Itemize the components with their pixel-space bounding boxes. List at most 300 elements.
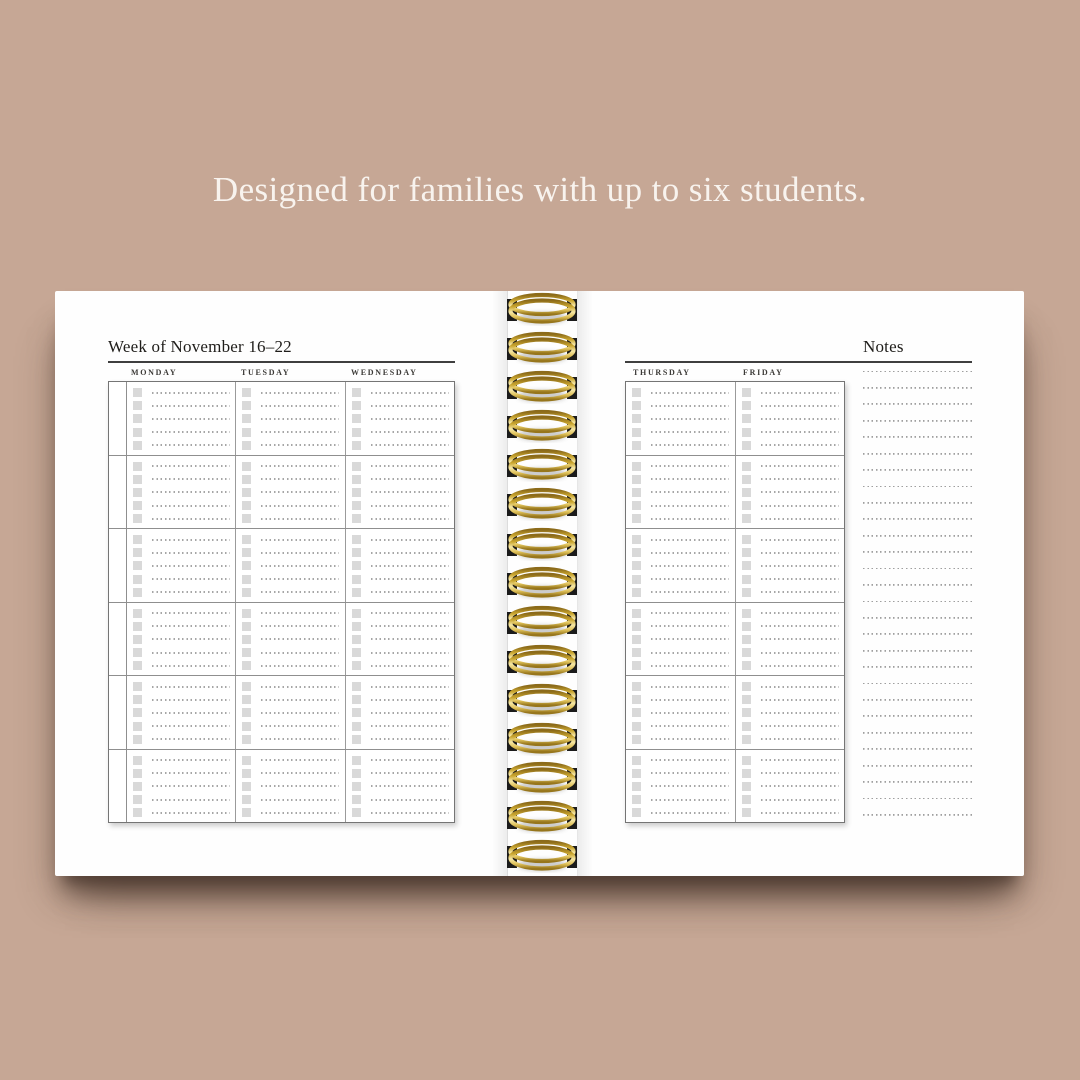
task-row bbox=[133, 693, 235, 706]
task-row bbox=[133, 386, 235, 399]
day-cell bbox=[736, 382, 845, 455]
task-checkbox bbox=[242, 795, 251, 804]
task-checkbox bbox=[133, 769, 142, 778]
student-row bbox=[626, 603, 844, 677]
task-row bbox=[133, 512, 235, 525]
task-checkbox bbox=[352, 722, 361, 731]
task-writing-line bbox=[371, 738, 449, 740]
task-checkbox bbox=[632, 488, 641, 497]
notes-line bbox=[863, 372, 974, 388]
task-writing-line bbox=[371, 785, 449, 787]
right-schedule-table bbox=[625, 381, 845, 823]
task-writing-line bbox=[261, 812, 339, 814]
task-writing-line bbox=[261, 491, 339, 493]
task-checkbox bbox=[632, 609, 641, 618]
binding-coil-icon bbox=[507, 644, 577, 678]
task-checkbox bbox=[742, 648, 751, 657]
task-row bbox=[242, 426, 344, 439]
task-row bbox=[632, 426, 735, 439]
task-checkbox bbox=[352, 575, 361, 584]
task-checkbox bbox=[632, 756, 641, 765]
task-row bbox=[742, 780, 845, 793]
task-writing-line bbox=[371, 712, 449, 714]
task-checkbox bbox=[352, 769, 361, 778]
task-checkbox bbox=[632, 722, 641, 731]
task-row bbox=[742, 733, 845, 746]
task-row bbox=[632, 720, 735, 733]
task-writing-line bbox=[371, 578, 449, 580]
left-schedule-table bbox=[108, 381, 455, 823]
task-checkbox bbox=[133, 808, 142, 817]
binding-coil-icon bbox=[507, 527, 577, 561]
task-row bbox=[242, 806, 344, 819]
task-row bbox=[352, 546, 454, 559]
task-checkbox bbox=[242, 501, 251, 510]
day-cell bbox=[127, 676, 236, 749]
task-checkbox bbox=[632, 441, 641, 450]
task-checkbox bbox=[632, 661, 641, 670]
day-cell bbox=[736, 456, 845, 529]
task-row bbox=[242, 439, 344, 452]
task-writing-line bbox=[152, 465, 230, 467]
task-row bbox=[352, 499, 454, 512]
task-row bbox=[242, 499, 344, 512]
task-writing-line bbox=[261, 478, 339, 480]
task-writing-line bbox=[651, 431, 729, 433]
task-checkbox bbox=[352, 501, 361, 510]
day-cell bbox=[346, 529, 454, 602]
task-checkbox bbox=[133, 561, 142, 570]
task-writing-line bbox=[651, 465, 729, 467]
task-row bbox=[352, 412, 454, 425]
binding-coil-icon bbox=[507, 566, 577, 600]
task-writing-line bbox=[152, 686, 230, 688]
task-checkbox bbox=[133, 401, 142, 410]
left-header-rule bbox=[108, 361, 455, 363]
task-writing-line bbox=[371, 638, 449, 640]
task-row bbox=[242, 646, 344, 659]
task-checkbox bbox=[242, 682, 251, 691]
task-writing-line bbox=[371, 518, 449, 520]
task-writing-line bbox=[152, 505, 230, 507]
notes-ruled-lines bbox=[863, 356, 974, 816]
task-writing-line bbox=[651, 812, 729, 814]
task-row bbox=[352, 620, 454, 633]
day-cell bbox=[626, 676, 736, 749]
task-writing-line bbox=[761, 799, 839, 801]
task-row bbox=[242, 693, 344, 706]
task-checkbox bbox=[242, 462, 251, 471]
task-checkbox bbox=[742, 441, 751, 450]
notes-line bbox=[863, 405, 974, 421]
student-name-cell bbox=[109, 456, 127, 529]
day-header-friday: FRIDAY bbox=[743, 368, 784, 377]
notes-line bbox=[863, 734, 974, 750]
week-title: Week of November 16–22 bbox=[108, 337, 292, 356]
task-writing-line bbox=[152, 591, 230, 593]
task-writing-line bbox=[761, 478, 839, 480]
task-writing-line bbox=[261, 638, 339, 640]
task-row bbox=[133, 720, 235, 733]
task-row bbox=[133, 659, 235, 672]
task-checkbox bbox=[632, 695, 641, 704]
task-writing-line bbox=[261, 712, 339, 714]
task-row bbox=[742, 412, 845, 425]
day-cell bbox=[346, 603, 454, 676]
task-writing-line bbox=[152, 565, 230, 567]
task-checkbox bbox=[352, 488, 361, 497]
task-row bbox=[352, 680, 454, 693]
task-row bbox=[242, 607, 344, 620]
task-checkbox bbox=[242, 441, 251, 450]
task-writing-line bbox=[261, 652, 339, 654]
task-checkbox bbox=[352, 782, 361, 791]
task-row bbox=[742, 486, 845, 499]
day-cell bbox=[127, 750, 236, 823]
task-writing-line bbox=[261, 431, 339, 433]
student-row bbox=[626, 456, 844, 530]
task-writing-line bbox=[651, 518, 729, 520]
task-writing-line bbox=[152, 699, 230, 701]
notes-line bbox=[863, 553, 974, 569]
task-writing-line bbox=[152, 772, 230, 774]
task-writing-line bbox=[371, 491, 449, 493]
task-row bbox=[632, 767, 735, 780]
task-checkbox bbox=[242, 548, 251, 557]
task-checkbox bbox=[352, 588, 361, 597]
task-row bbox=[632, 806, 735, 819]
notes-line bbox=[863, 586, 974, 602]
task-checkbox bbox=[742, 388, 751, 397]
task-checkbox bbox=[242, 635, 251, 644]
task-writing-line bbox=[761, 625, 839, 627]
task-row bbox=[742, 386, 845, 399]
task-checkbox bbox=[742, 795, 751, 804]
task-writing-line bbox=[761, 699, 839, 701]
task-checkbox bbox=[352, 808, 361, 817]
task-row bbox=[742, 793, 845, 806]
notes-line bbox=[863, 389, 974, 405]
task-writing-line bbox=[761, 686, 839, 688]
task-row bbox=[352, 793, 454, 806]
task-row bbox=[133, 499, 235, 512]
task-checkbox bbox=[632, 735, 641, 744]
task-row bbox=[133, 412, 235, 425]
student-row bbox=[109, 676, 454, 750]
task-writing-line bbox=[152, 665, 230, 667]
task-checkbox bbox=[133, 756, 142, 765]
task-row bbox=[632, 512, 735, 525]
task-row bbox=[242, 546, 344, 559]
task-writing-line bbox=[371, 652, 449, 654]
task-writing-line bbox=[152, 491, 230, 493]
task-row bbox=[242, 680, 344, 693]
task-writing-line bbox=[371, 552, 449, 554]
task-row bbox=[632, 486, 735, 499]
student-row bbox=[109, 456, 454, 530]
task-writing-line bbox=[651, 612, 729, 614]
task-checkbox bbox=[742, 635, 751, 644]
task-writing-line bbox=[371, 539, 449, 541]
task-row bbox=[133, 533, 235, 546]
task-row bbox=[632, 399, 735, 412]
task-checkbox bbox=[133, 722, 142, 731]
task-row bbox=[242, 573, 344, 586]
task-writing-line bbox=[261, 444, 339, 446]
task-writing-line bbox=[261, 785, 339, 787]
headline-text: Designed for families with up to six students. bbox=[212, 170, 868, 209]
task-checkbox bbox=[133, 428, 142, 437]
task-row bbox=[742, 546, 845, 559]
task-checkbox bbox=[242, 808, 251, 817]
task-checkbox bbox=[632, 501, 641, 510]
task-checkbox bbox=[632, 708, 641, 717]
task-row bbox=[742, 706, 845, 719]
task-row bbox=[352, 386, 454, 399]
task-checkbox bbox=[632, 808, 641, 817]
task-checkbox bbox=[133, 588, 142, 597]
task-writing-line bbox=[371, 725, 449, 727]
task-checkbox bbox=[352, 661, 361, 670]
student-name-cell bbox=[109, 603, 127, 676]
task-row bbox=[742, 646, 845, 659]
task-checkbox bbox=[632, 428, 641, 437]
day-cell bbox=[346, 676, 454, 749]
task-row bbox=[352, 473, 454, 486]
task-checkbox bbox=[632, 795, 641, 804]
task-row bbox=[242, 706, 344, 719]
notes-line bbox=[863, 537, 974, 553]
task-checkbox bbox=[133, 735, 142, 744]
student-row bbox=[626, 529, 844, 603]
task-row bbox=[133, 399, 235, 412]
task-row bbox=[742, 754, 845, 767]
task-row bbox=[352, 633, 454, 646]
task-row bbox=[632, 439, 735, 452]
notes-line bbox=[863, 520, 974, 536]
task-row bbox=[632, 659, 735, 672]
task-checkbox bbox=[242, 782, 251, 791]
task-checkbox bbox=[742, 782, 751, 791]
task-checkbox bbox=[742, 708, 751, 717]
notes-title: Notes bbox=[863, 337, 904, 356]
task-writing-line bbox=[152, 625, 230, 627]
task-checkbox bbox=[742, 561, 751, 570]
task-row bbox=[632, 754, 735, 767]
task-checkbox bbox=[133, 535, 142, 544]
notes-line bbox=[863, 356, 974, 372]
task-checkbox bbox=[742, 769, 751, 778]
task-checkbox bbox=[742, 609, 751, 618]
binding-coil-icon bbox=[507, 722, 577, 756]
task-checkbox bbox=[632, 682, 641, 691]
task-checkbox bbox=[242, 609, 251, 618]
task-checkbox bbox=[242, 535, 251, 544]
task-row bbox=[242, 793, 344, 806]
student-row bbox=[109, 750, 454, 823]
task-writing-line bbox=[371, 392, 449, 394]
task-row bbox=[742, 633, 845, 646]
task-writing-line bbox=[261, 738, 339, 740]
task-row bbox=[632, 460, 735, 473]
task-writing-line bbox=[371, 686, 449, 688]
task-checkbox bbox=[133, 661, 142, 670]
task-writing-line bbox=[761, 578, 839, 580]
task-writing-line bbox=[371, 465, 449, 467]
task-writing-line bbox=[651, 578, 729, 580]
task-writing-line bbox=[152, 539, 230, 541]
day-cell bbox=[736, 676, 845, 749]
task-row bbox=[632, 706, 735, 719]
day-header-tuesday: TUESDAY bbox=[241, 368, 291, 377]
day-cell bbox=[127, 603, 236, 676]
student-name-cell bbox=[109, 750, 127, 823]
day-header-thursday: THURSDAY bbox=[633, 368, 691, 377]
notes-line bbox=[863, 767, 974, 783]
task-checkbox bbox=[352, 609, 361, 618]
day-cell bbox=[736, 529, 845, 602]
task-checkbox bbox=[742, 575, 751, 584]
day-cell bbox=[626, 750, 736, 823]
task-row bbox=[133, 486, 235, 499]
task-checkbox bbox=[352, 682, 361, 691]
task-row bbox=[742, 573, 845, 586]
task-writing-line bbox=[371, 759, 449, 761]
task-writing-line bbox=[761, 725, 839, 727]
task-row bbox=[742, 426, 845, 439]
notes-line bbox=[863, 619, 974, 635]
task-writing-line bbox=[371, 772, 449, 774]
task-writing-line bbox=[651, 625, 729, 627]
task-writing-line bbox=[761, 612, 839, 614]
task-row bbox=[242, 733, 344, 746]
task-row bbox=[242, 780, 344, 793]
task-checkbox bbox=[352, 462, 361, 471]
task-checkbox bbox=[352, 475, 361, 484]
task-writing-line bbox=[261, 665, 339, 667]
task-checkbox bbox=[742, 475, 751, 484]
task-row bbox=[133, 706, 235, 719]
task-checkbox bbox=[133, 575, 142, 584]
notes-line bbox=[863, 799, 974, 815]
task-checkbox bbox=[742, 548, 751, 557]
task-checkbox bbox=[242, 588, 251, 597]
task-writing-line bbox=[261, 625, 339, 627]
task-checkbox bbox=[632, 622, 641, 631]
task-row bbox=[742, 620, 845, 633]
day-cell bbox=[346, 456, 454, 529]
task-writing-line bbox=[371, 612, 449, 614]
task-checkbox bbox=[352, 561, 361, 570]
task-row bbox=[352, 720, 454, 733]
task-row bbox=[133, 633, 235, 646]
task-row bbox=[242, 767, 344, 780]
task-writing-line bbox=[152, 431, 230, 433]
task-row bbox=[242, 620, 344, 633]
task-checkbox bbox=[632, 575, 641, 584]
task-writing-line bbox=[651, 665, 729, 667]
task-writing-line bbox=[761, 444, 839, 446]
task-row bbox=[242, 659, 344, 672]
task-writing-line bbox=[651, 712, 729, 714]
task-checkbox bbox=[133, 388, 142, 397]
task-writing-line bbox=[761, 405, 839, 407]
day-cell bbox=[236, 750, 345, 823]
task-checkbox bbox=[742, 401, 751, 410]
task-checkbox bbox=[352, 695, 361, 704]
notes-line bbox=[863, 668, 974, 684]
binding-coil-icon bbox=[507, 409, 577, 443]
task-writing-line bbox=[261, 799, 339, 801]
task-writing-line bbox=[651, 759, 729, 761]
task-writing-line bbox=[261, 772, 339, 774]
task-writing-line bbox=[761, 712, 839, 714]
notes-line bbox=[863, 635, 974, 651]
day-cell bbox=[346, 750, 454, 823]
task-row bbox=[242, 412, 344, 425]
task-writing-line bbox=[371, 431, 449, 433]
task-writing-line bbox=[371, 418, 449, 420]
task-checkbox bbox=[742, 622, 751, 631]
task-checkbox bbox=[242, 561, 251, 570]
task-writing-line bbox=[152, 652, 230, 654]
task-row bbox=[632, 620, 735, 633]
task-writing-line bbox=[152, 405, 230, 407]
task-row bbox=[133, 573, 235, 586]
task-writing-line bbox=[651, 392, 729, 394]
task-checkbox bbox=[242, 695, 251, 704]
task-row bbox=[742, 680, 845, 693]
day-header-wednesday: WEDNESDAY bbox=[351, 368, 418, 377]
student-name-cell bbox=[109, 382, 127, 455]
task-row bbox=[133, 754, 235, 767]
student-row bbox=[109, 382, 454, 456]
task-writing-line bbox=[651, 539, 729, 541]
task-writing-line bbox=[651, 738, 729, 740]
task-checkbox bbox=[742, 428, 751, 437]
task-checkbox bbox=[133, 501, 142, 510]
task-row bbox=[632, 573, 735, 586]
day-cell bbox=[236, 676, 345, 749]
task-checkbox bbox=[133, 695, 142, 704]
task-writing-line bbox=[651, 686, 729, 688]
task-checkbox bbox=[352, 622, 361, 631]
task-row bbox=[352, 706, 454, 719]
task-row bbox=[352, 512, 454, 525]
task-checkbox bbox=[352, 648, 361, 657]
binding-coil-icon bbox=[507, 331, 577, 365]
task-writing-line bbox=[651, 405, 729, 407]
task-row bbox=[632, 780, 735, 793]
task-writing-line bbox=[261, 725, 339, 727]
task-writing-line bbox=[651, 772, 729, 774]
task-writing-line bbox=[651, 478, 729, 480]
day-cell bbox=[236, 603, 345, 676]
day-cell bbox=[236, 456, 345, 529]
notes-line bbox=[863, 471, 974, 487]
task-row bbox=[632, 693, 735, 706]
planner-spread bbox=[55, 291, 1024, 876]
task-row bbox=[242, 473, 344, 486]
task-checkbox bbox=[632, 514, 641, 523]
task-row bbox=[352, 780, 454, 793]
task-writing-line bbox=[761, 738, 839, 740]
binding-coil-icon bbox=[507, 487, 577, 521]
task-checkbox bbox=[742, 661, 751, 670]
notes-line bbox=[863, 701, 974, 717]
task-row bbox=[133, 460, 235, 473]
task-row bbox=[133, 680, 235, 693]
